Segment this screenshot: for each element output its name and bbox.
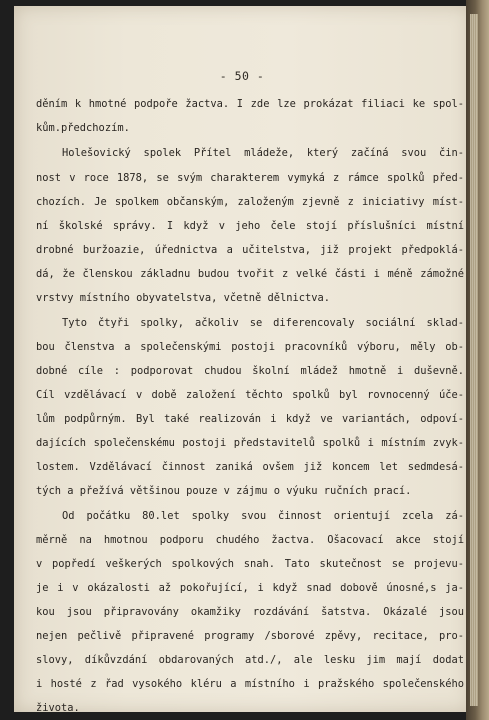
text-line: je i v okázalosti až pokořující, i když snad dobově únosné,s ja-: [36, 582, 464, 594]
text-line: měrně na hmotnou podporu chudého žactva. Ošacovací akce stojí: [36, 534, 464, 546]
text-line: kou jsou připravovány okamžiky rozdávání šatstva. Okázalé jsou: [36, 606, 464, 618]
text-line: ní školské správy. I když v jeho čele stojí příslušníci místní: [36, 220, 464, 232]
text-line: tých a přežívá většinou pouze v zájmu o výuku ručních prací.: [36, 485, 412, 497]
text-line: lostem. Vzdělávací činnost zaniká ovšem již koncem let sedmdesá-: [36, 461, 464, 473]
text-line: dobné cíle : podporovat chudou školní mládež hmotně i duševně.: [36, 365, 464, 377]
text-line: Od počátku 80.let spolky svou činnost orientují zcela zá-: [62, 510, 464, 522]
text-line: Holešovický spolek Přítel mládeže, který začíná svou čin-: [62, 147, 464, 159]
paper-sheet: [14, 6, 470, 712]
text-line: vrstvy místního obyvatelstva, včetně dělnictva.: [36, 292, 331, 304]
text-line: v popředí veškerých spolkových snah. Tato skutečnost se projevu-: [36, 558, 464, 570]
text-line: děním k hmotné podpoře žactva. I zde lze prokázat filiaci ke spol-: [36, 98, 464, 110]
text-line: kům.předchozím.: [36, 122, 130, 134]
text-line: slovy, díkůvzdání obdarovaných atd./, ale lesku jim mají dodat: [36, 654, 464, 666]
text-line: chozích. Je spolkem občanským, založeným zjevně z iniciativy míst-: [36, 196, 464, 208]
text-line: i hosté z řad vysokého kléru a místního i pražského společenského: [36, 678, 464, 690]
page-number: - 50 -: [219, 69, 265, 83]
page-edge-stack: [470, 14, 478, 706]
body-text: [14, 6, 470, 712]
text-line: bou členstva a společenskými postoji pracovníků výboru, měly ob-: [36, 341, 464, 353]
text-line: nejen pečlivě připravené programy /sborové zpěvy, recitace, pro-: [36, 630, 464, 642]
text-line: lům podpůrným. Byl také realizován i když ve variantách, odpoví-: [36, 413, 464, 425]
text-line: nost v roce 1878, se svým charakterem vymyká z rámce spolků před-: [36, 172, 464, 184]
text-line: dajících společenskému postoji představitelů spolků i místním zvyk-: [36, 437, 464, 449]
text-line: života.: [36, 702, 80, 714]
text-line: Cíl vzdělávací v době založení těchto spolků byl rovnocenný úče-: [36, 389, 464, 401]
text-line: drobné buržoazie, úřednictva a učitelstva, již projekt předpoklá-: [36, 244, 464, 256]
text-line: dá, že členskou základnu budou tvořit z velké části i méně zámožné: [36, 268, 464, 280]
text-line: Tyto čtyři spolky, ačkoliv se diferencovaly sociální sklad-: [62, 317, 464, 329]
